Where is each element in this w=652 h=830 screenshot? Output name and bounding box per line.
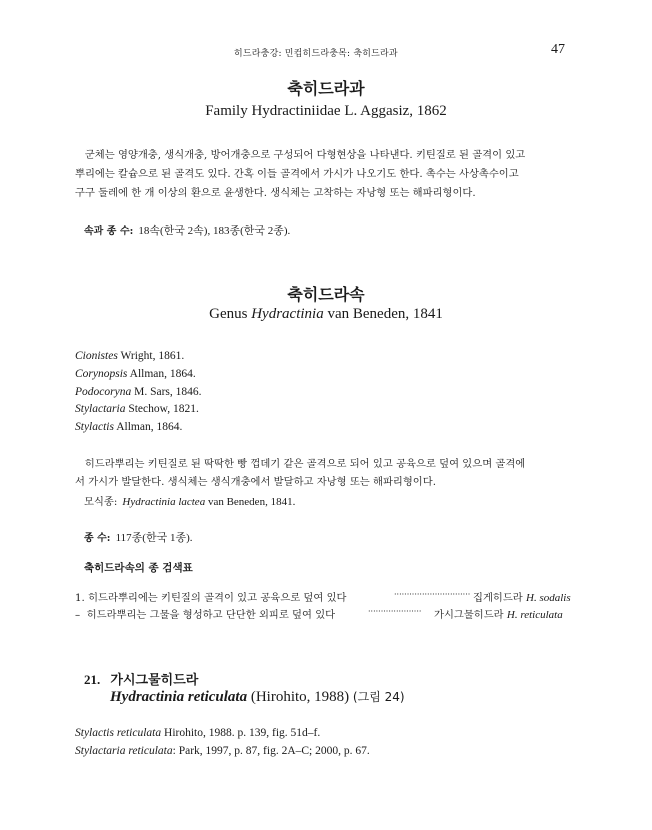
species-synonym: Stylactis reticulata Hirohito, 1988. p. 139, fig. 51d–f. <box>75 727 321 739</box>
family-title-en: Family Hydractiniidae L. Aggasiz, 1862 <box>205 103 447 119</box>
species-name-ko: 가시그물히드라 <box>110 673 199 688</box>
key-text: 히드라뿌리는 그물을 형성하고 단단한 외피로 덮여 있다 <box>86 609 336 621</box>
type-species-label: 모식종: <box>84 496 118 508</box>
key-title: 축히드라속의 종 검색표 <box>84 562 193 574</box>
family-description-line-1: 군체는 영양개충, 생식개충, 방어개충으로 구성되어 다형현상을 나타낸다. 키틴질로 된 골격이 있고 <box>84 149 526 161</box>
key-line-1 <box>75 589 346 604</box>
family-count-value: 18속(한국 2속), 183종(한국 2종). <box>138 225 291 237</box>
genus-synonym: Podocoryna M. Sars, 1846. <box>75 386 202 398</box>
type-species: 모식종: Hydractinia lactea van Beneden, 1841. <box>84 496 296 508</box>
species-heading <box>84 669 198 688</box>
genus-count-label: 종 수: <box>84 533 111 544</box>
genus-description-line-1: 히드라뿌리는 키틴질로 된 딱딱한 빵 껍데기 같은 골격으로 되어 있고 공육으로 덮여 있으며 골격에 <box>84 458 526 470</box>
key-line-2 <box>75 606 335 621</box>
key-number: – <box>75 609 81 621</box>
family-count-label: 속과 종 수: <box>84 226 134 237</box>
family-count <box>84 219 290 238</box>
family-description-line-2: 뿌리에는 칼슘으로 된 골격도 있다. 간혹 이들 골격에서 가시가 나오기도 한다. 촉수는 사상촉수이고 <box>75 168 519 180</box>
key-result-2: 가시그물히드라 H. reticulata <box>434 609 563 621</box>
species-name-line: Hydractinia reticulata (Hirohito, 1988) (그림 24) <box>110 689 405 705</box>
species-name-lat: Hydractinia reticulata <box>110 689 248 705</box>
species-synonym: Stylactaria reticulata: Park, 1997, p. 87, fig. 2A–C; 2000, p. 67. <box>75 745 370 757</box>
genus-synonym: Corynopsis Allman, 1864. <box>75 368 196 380</box>
genus-title-en: Genus Hydractinia van Beneden, 1841 <box>209 306 443 322</box>
family-description-line-3: 구구 둘레에 한 개 이상의 환으로 윤생한다. 생식체는 고착하는 자낭형 또는 해파리형이다. <box>75 187 476 199</box>
key-text: 히드라뿌리에는 키틴질의 골격이 있고 공육으로 덮여 있다 <box>88 592 347 604</box>
figure-ref: (그림 24) <box>352 690 405 704</box>
genus-description-line-2: 서 가시가 발달한다. 생식체는 생식개충에서 발달하고 자낭형 또는 해파리형이다. <box>75 476 436 488</box>
family-title-ko: 축히드라과 <box>287 79 365 98</box>
key-number: 1. <box>75 592 85 604</box>
genus-synonym: Cionistes Wright, 1861. <box>75 350 185 362</box>
type-species-name: Hydractinia lactea <box>122 496 206 508</box>
page-number: 47 <box>551 42 565 57</box>
genus-title-italic: Hydractinia <box>251 306 324 322</box>
genus-count-value: 117종(한국 1종). <box>115 532 193 544</box>
key-result-1: 집게히드라 H. sodalis <box>473 592 571 604</box>
species-number: 21. <box>84 672 101 687</box>
running-head: 히드라충강: 민컵히드라충목: 축히드라과 <box>234 49 398 59</box>
genus-synonym: Stylactis Allman, 1864. <box>75 421 183 433</box>
key-leader-dots: ······························ <box>394 590 471 599</box>
genus-synonym: Stylactaria Stechow, 1821. <box>75 403 199 415</box>
key-leader-dots: ····················· <box>368 607 422 616</box>
genus-count <box>84 526 193 545</box>
genus-title-ko: 축히드라속 <box>287 285 365 304</box>
